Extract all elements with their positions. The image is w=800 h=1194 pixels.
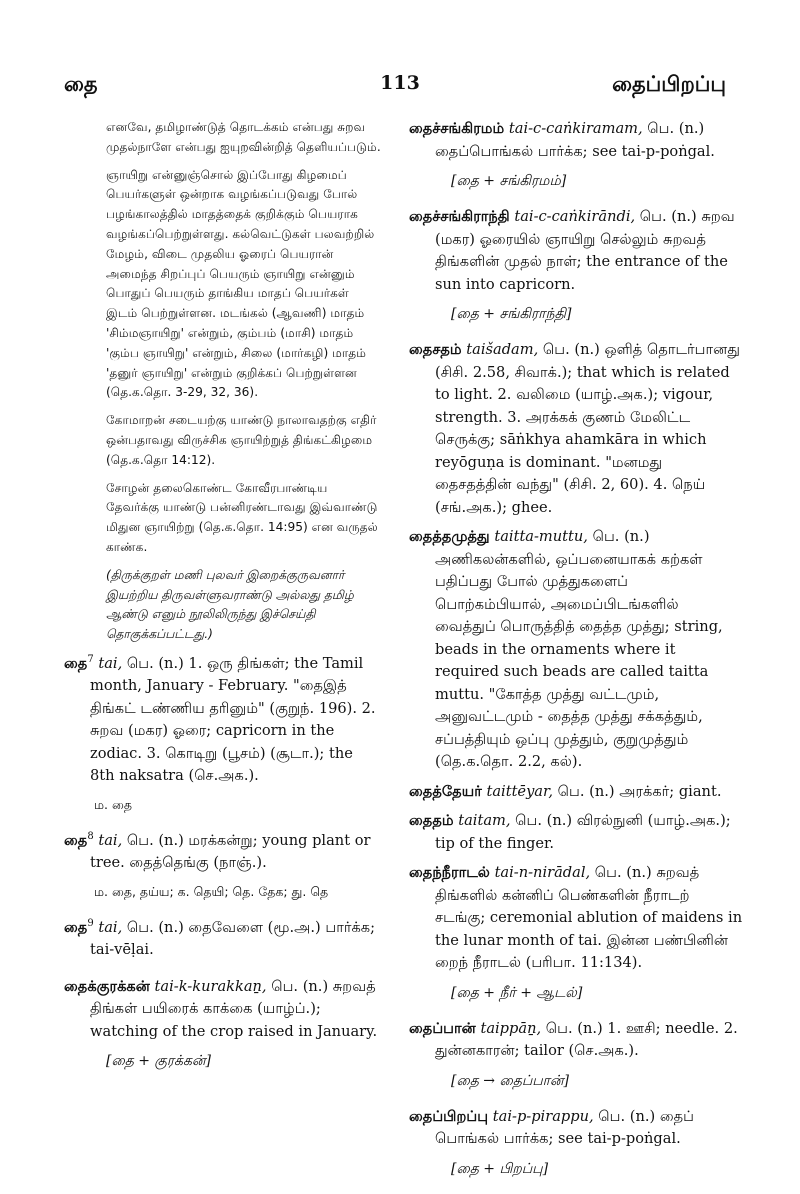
derivation-formula: [தை + சங்கிராந்தி] bbox=[451, 306, 572, 322]
dictionary-entry bbox=[409, 1018, 743, 1063]
dictionary-entry bbox=[409, 781, 743, 804]
headword: தைந்நீராடல் bbox=[409, 864, 490, 881]
definition: பெ. (n.) 1. ஒரு திங்கள்; the Tamil month, January - February. "தைஇத் திங்கட் டண்ணிய தரினும்" (குறுந். 196). 2. சுறவ (மகர) ஓரை; capricorn in the zodiac. 3. கொடிறு (பூசம்) (சூடா.); the 8th naksatra (செ.அக.). bbox=[90, 654, 376, 785]
header-right-guideword: தைப்பிறப்பு bbox=[612, 72, 726, 96]
derivation-formula: [தை + சங்கிரமம்] bbox=[451, 173, 567, 189]
headword: தைதம் bbox=[409, 812, 454, 829]
transliteration: tai-c-caṅkirāndi, bbox=[514, 208, 636, 225]
headword: தை bbox=[64, 831, 88, 849]
definition: பெ. (n.) விரல்நுனி (யாழ்.அக.); tip of the finger. bbox=[435, 812, 731, 852]
note-paragraph: எனவே, தமிழாண்டுத் தொடக்கம் என்பது சுறவ முதல்நாளே என்பது ஐயுறவின்றித் தெளியப்படும். bbox=[106, 120, 381, 154]
headword: தைச்சங்கிரமம் bbox=[409, 120, 505, 137]
definition: பெ. (n.) அரக்கர்; giant. bbox=[557, 782, 722, 800]
dictionary-entry bbox=[409, 862, 743, 975]
definition: பெ. (n.) 1. ஊசி; needle. 2. துன்னகாரன்; tailor (செ.அக.). bbox=[435, 1019, 738, 1059]
definition: பெ. (n.) சுறவத் திங்கள் பயிரைக் காக்கை (யாழ்ப்.); watching of the crop raised in January. bbox=[90, 977, 378, 1040]
headword: தை bbox=[64, 918, 88, 936]
transliteration: tai-k-kurakkaṉ, bbox=[154, 977, 267, 995]
etymology: ம. தை, தய்ய; க. தெயி; தெ. தேக; து. தெ bbox=[94, 883, 329, 899]
dictionary-entry bbox=[409, 118, 743, 163]
transliteration: tai-n-nirādal, bbox=[494, 864, 591, 881]
homonym-number: 8 bbox=[87, 831, 94, 843]
transliteration: taittēyar, bbox=[486, 782, 554, 800]
definition: பெ. (n.) சுறவத் திங்களில் கன்னிப் பெண்களின் நீராடற் சடங்கு; ceremonial ablution of maidens in the lunar month of tai. இன்ன பண்பினின் றைந் நீராடல் (பரிபா. 11:134). bbox=[435, 864, 743, 971]
dictionary-entry bbox=[64, 830, 382, 875]
transliteration: taišadam, bbox=[466, 341, 539, 358]
headword: தைப்பான் bbox=[409, 1019, 476, 1037]
derivation-formula: [தை + நீர் + ஆடல்] bbox=[451, 984, 583, 1001]
headword: தை bbox=[64, 654, 88, 672]
homonym-number: 9 bbox=[87, 918, 94, 930]
headword: தைத்தேயர் bbox=[409, 782, 482, 800]
left-column bbox=[64, 118, 382, 1086]
dictionary-entry bbox=[64, 976, 382, 1044]
page-header bbox=[0, 0, 800, 110]
dictionary-entry bbox=[64, 653, 382, 788]
homonym-number: 7 bbox=[87, 654, 94, 666]
header-left-guideword: தை bbox=[64, 72, 98, 96]
dictionary-entry bbox=[409, 526, 743, 774]
note-paragraph: ஞாயிறு என்னுஞ்சொல் இப்போது கிழமைப் பெயர்களுள் ஒன்றாக வழங்கப்படுவது போல் பழங்காலத்தில் மாதத்தைக் குறிக்கும் பெயராக வழங்கப்பெற்றுள்ளது. கல்வெட்டுகள் பலவற்றில் மேழம், விடை முதலிய ஓரைப் பெயரான் அமைந்த சிறப்புப் பெயரும் ஞாயிறு என்னும் பொதுப் பெயரும் தாங்கிய மாதப் பெயர்கள் இடம் பெற்றுள்ளன. மடங்கல் (ஆவணி) மாதம் 'சிம்மஞாயிறு' என்றும், கும்பம் (மாசி) மாதம் 'கும்ப ஞாயிறு' என்றும், சிலை (மார்கழி) மாதம் 'தனுர் ஞாயிறு' என்றும் குறிக்கப் பெற்றுள்ளன (தெ.க.தொ. 3-29, 32, 36). bbox=[106, 167, 375, 400]
transliteration: taitta-muttu, bbox=[494, 528, 588, 545]
definition: பெ. (n.) மரக்கன்று; young plant or tree. தைத்தெங்கு (நாஞ்.). bbox=[90, 831, 371, 872]
headword: தைத்தமுத்து bbox=[409, 528, 490, 545]
transliteration: taippāṉ, bbox=[480, 1019, 542, 1037]
derivation-formula: [தை → தைப்பான்] bbox=[451, 1072, 570, 1089]
page-number: 113 bbox=[380, 72, 420, 94]
definition: பெ. (n.) அணிகலன்களில், ஒப்பனையாகக் கற்கள் பதிப்பது போல் முத்துகளைப் பொற்கம்பியால், அமைப்பிடங்களில் வைத்துப் பொருத்தித் தைத்த முத்து; string, beads in the ornaments where it required such beads are called taitta muttu. "கோத்த முத்து வட்டமும், அனுவட்டமும் - தைத்த முத்து சக்கத்தும், சப்பத்தியும் ஒப்பு முத்தும், குறுமுத்தும் (தெ.க.தொ. 2.2, கல்). bbox=[435, 528, 723, 770]
definition: பெ. (n.) சுறவ (மகர) ஓரையில் ஞாயிறு செல்லும் சுறவத் திங்களின் முதல் நாள்; the entrance of the sun into capricorn. bbox=[435, 208, 735, 293]
headword: தைப்பிறப்பு bbox=[409, 1107, 489, 1125]
headword: தைக்குரக்கன் bbox=[64, 977, 150, 995]
etymology: ம. தை bbox=[94, 796, 132, 812]
transliteration: tai-c-caṅkiramam, bbox=[508, 120, 643, 137]
definition: பெ. (n.) தைவேளை (மூ.அ.) பார்க்க; tai-vēḷai. bbox=[90, 918, 376, 959]
note-paragraph: கோமாறன் சடையற்கு யாண்டு நாலாவதற்கு எதிர் ஒன்பதாவது விருச்சிக ஞாயிற்றுத் திங்கட்கிழமை (தெ.க.தொ 14:12). bbox=[106, 413, 377, 467]
note-source: (திருக்குறள் மணி புலவர் இறைக்குருவனார் இயற்றிய திருவள்ளுவராண்டு அல்லது தமிழ் ஆண்டு எனும் நூலிலிருந்து இச்செய்தி தொகுக்கப்பட்டது.) bbox=[106, 567, 354, 642]
note-paragraph: சோழன் தலைகொண்ட கோவீரபாண்டிய தேவர்க்கு யாண்டு பன்னிரண்டாவது இவ்வாண்டு மிதுன ஞாயிற்று (தெ.க.தொ. 14:95) என வருதல் காண்க. bbox=[106, 480, 378, 554]
headword: தைச்சங்கிராந்தி bbox=[409, 208, 510, 225]
transliteration: tai, bbox=[98, 918, 123, 936]
headword: தைசதம் bbox=[409, 341, 462, 358]
dictionary-entry bbox=[409, 206, 743, 296]
definition: பெ. (n.) ஒளித் தொடர்பானது (சிசி. 2.58, சிவாக்.); that which is related to light. 2. வலிமை (யாழ்.அக.); vigour, strength. 3. அரக்கக் குணம் மேலிட்ட செருக்கு; sāṅkhya ahamkāra in which reyōguṇa is dominant. "மனமது தைசதத்தின் வந்து" (சிசி. 2, 60). 4. நெய் (சங்.அக.); ghee. bbox=[435, 341, 740, 516]
dictionary-entry bbox=[409, 810, 743, 855]
definition: பெ. (n.) தைப்பொங்கல் பார்க்க; see tai-p-poṅgal. bbox=[435, 120, 715, 160]
derivation-formula: [தை + பிறப்பு] bbox=[451, 1160, 549, 1177]
dictionary-entry bbox=[64, 917, 382, 962]
dictionary-entry bbox=[409, 1106, 743, 1151]
dictionary-entry bbox=[409, 339, 743, 519]
definition: பெ. (n.) தைப் பொங்கல் பார்க்க; see tai-p-poṅgal. bbox=[435, 1107, 695, 1147]
transliteration: tai-p-pirappu, bbox=[492, 1107, 594, 1125]
right-column bbox=[409, 118, 743, 1194]
transliteration: tai, bbox=[98, 654, 123, 672]
derivation-formula: [தை + குரக்கன்] bbox=[106, 1053, 211, 1070]
transliteration: taitam, bbox=[458, 812, 511, 829]
transliteration: tai, bbox=[98, 831, 123, 849]
